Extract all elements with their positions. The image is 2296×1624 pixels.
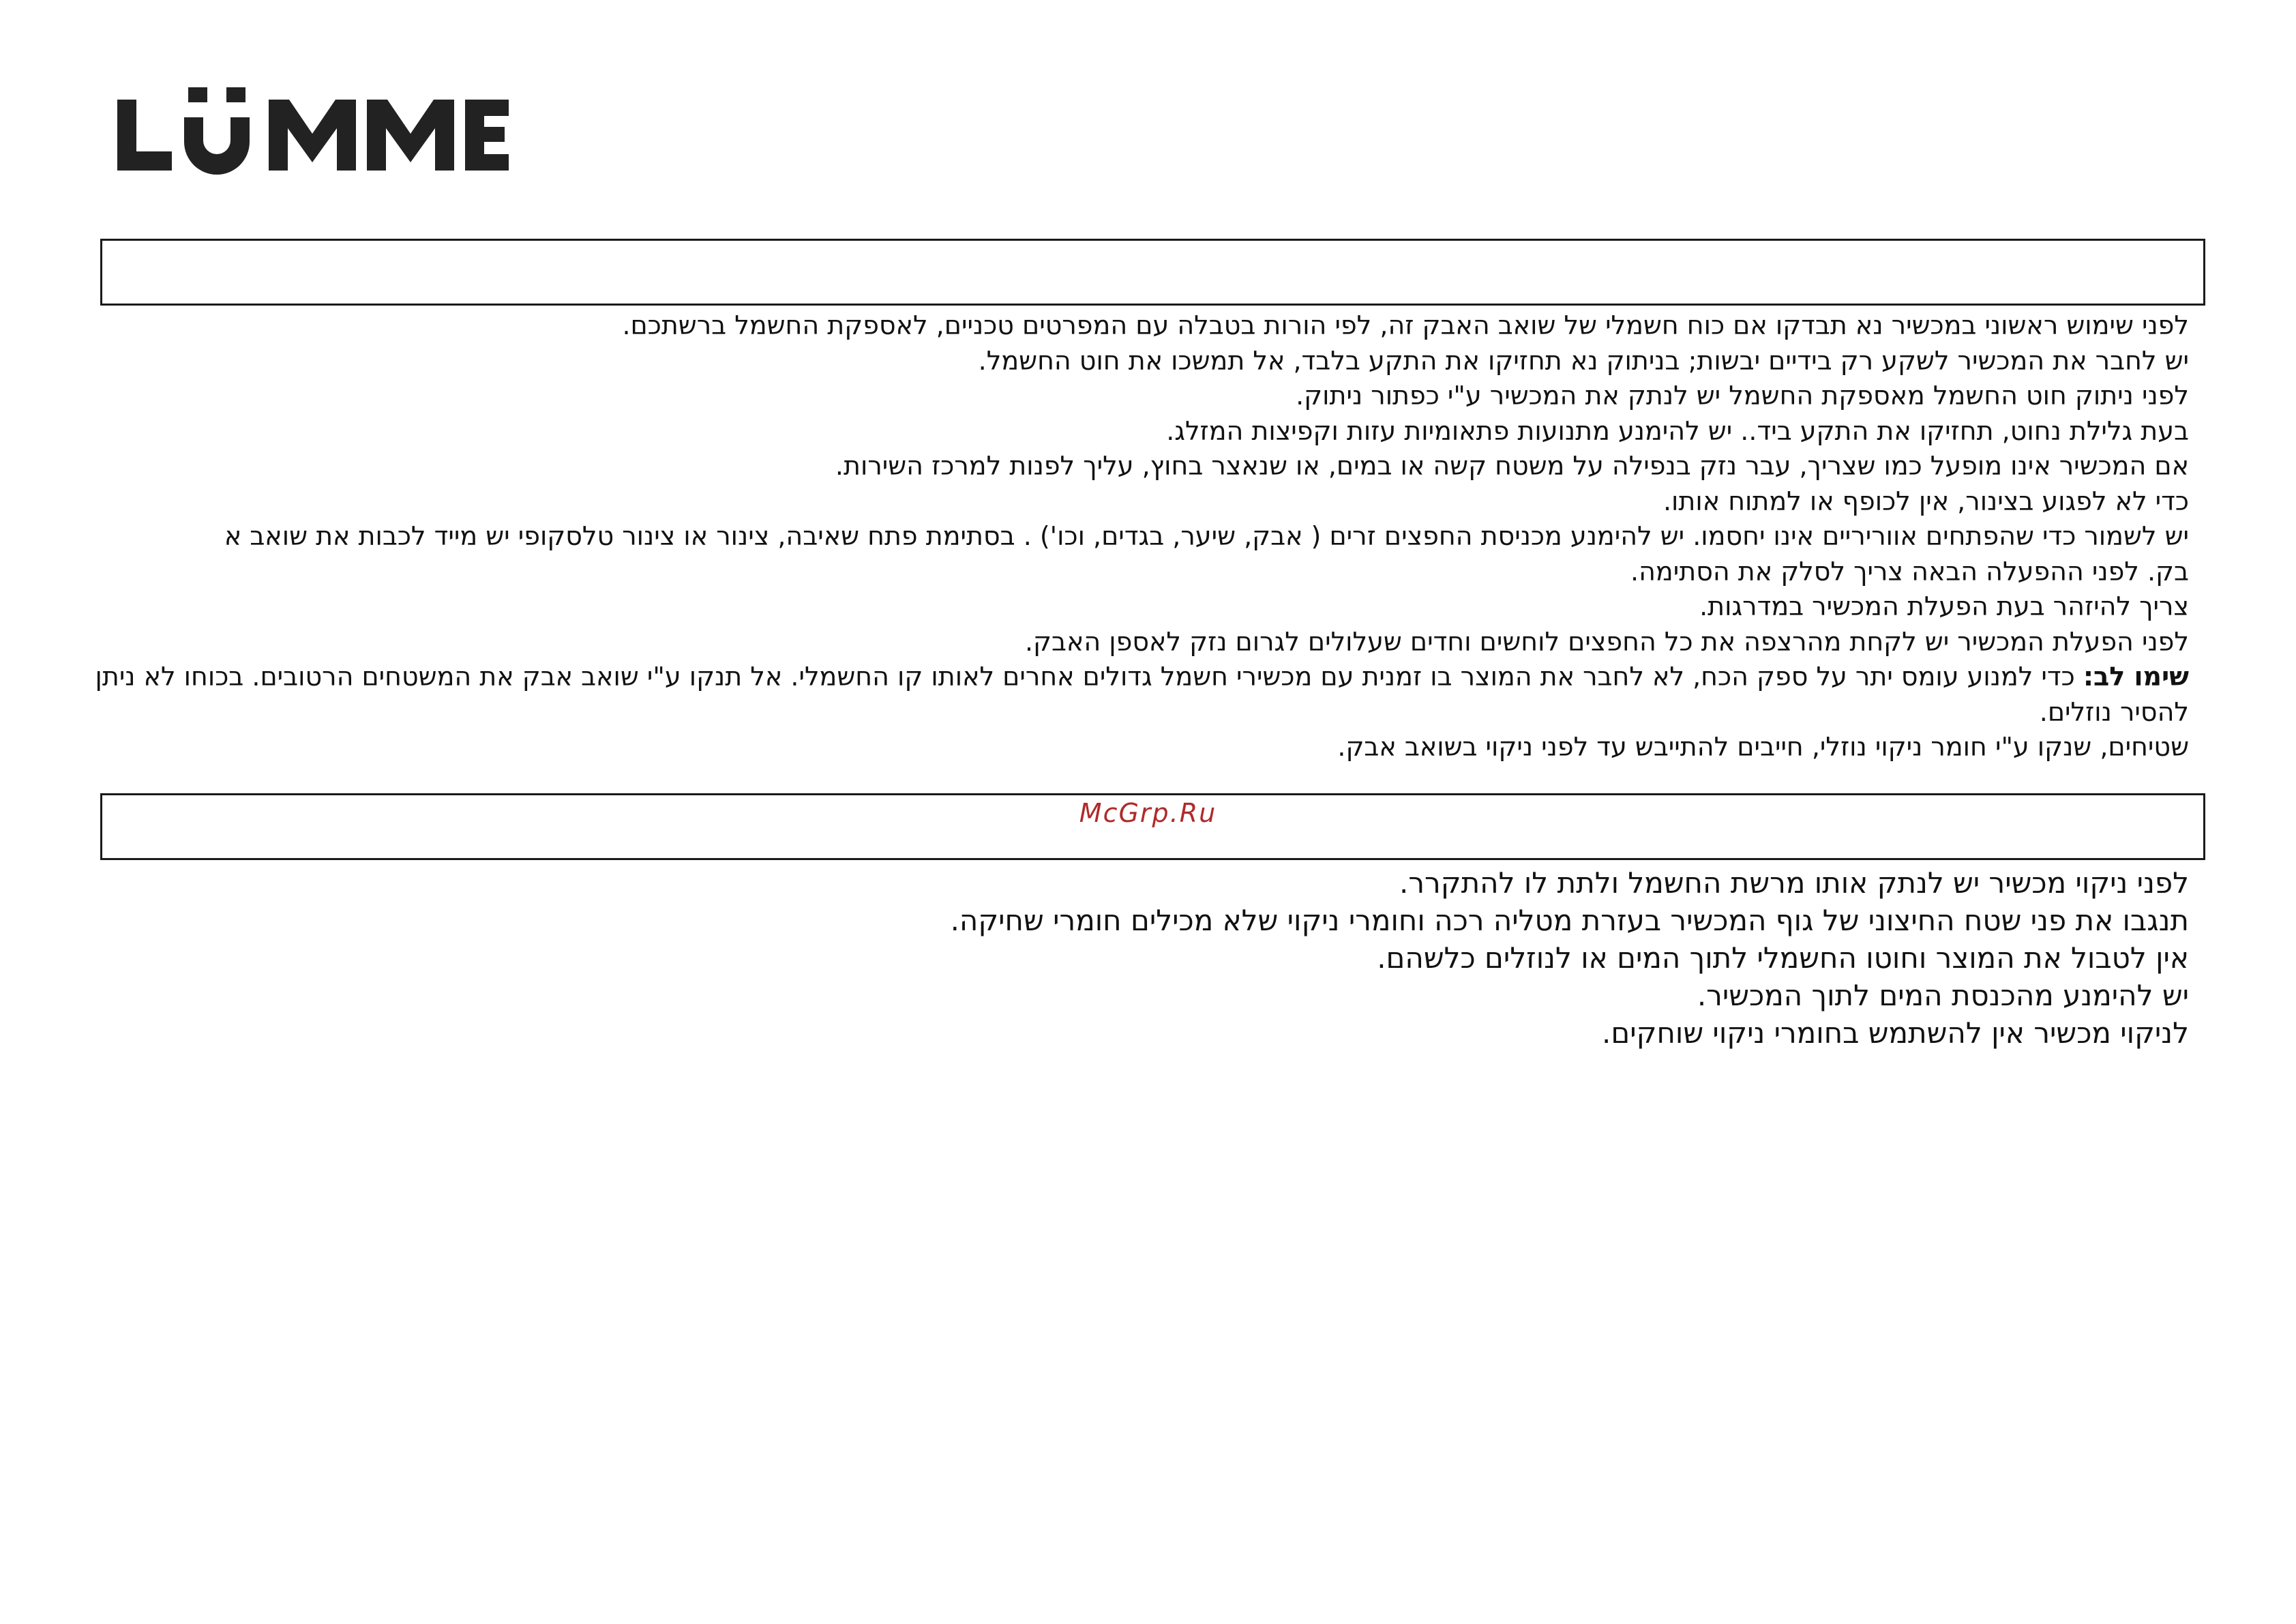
safety-line: לפני הפעלת המכשיר יש לקחת מהרצפה את כל החפצים לוחשים וחדים שעלולים לגרום נזק לאספן האבק. — [1024, 626, 2189, 657]
safety-note — [95, 660, 2189, 695]
lumme-logo — [113, 87, 509, 176]
cleaning-line: אין לטבול את המוצר וחוטו החשמלי לתוך המים או לנוזלים כלשהם. — [1377, 941, 2189, 975]
note-text: כדי למנוע עומס יתר על ספק הכח, לא לחבר את המוצר בו זמנית עם מכשירי חשמל גדולים אחרים לאותו קו החשמלי. אל תנקו ע"י שואב אבק את המשטחים הרטובים. בכוחו לא ניתן — [95, 662, 2083, 692]
safety-line: כדי לא לפגוע בצינור, אין לכופף או למתוח אותו. — [1663, 486, 2189, 516]
cleaning-line: לפני ניקוי מכשיר יש לנתק אותו מרשת החשמל ולתת לו להתקרר. — [1399, 866, 2189, 900]
cleaning-line: יש להימנע מהכנסת המים לתוך המכשיר. — [1697, 979, 2189, 1012]
section-header-box — [100, 239, 2205, 306]
safety-instructions — [95, 308, 2189, 765]
safety-line: לפני שימוש ראשוני במכשיר נא תבדקו אם כוח חשמלי של שואב האבק זה, לפי הורות בטבלה עם המפרטים טכניים, לאספקת החשמל ברשתכם. — [622, 310, 2189, 340]
safety-line: בעת גלילת נחוט, תחזיקו את התקע ביד.. יש להימנע מתנועות פתאומיות עזות וקפיצות המזלג. — [1166, 415, 2189, 446]
safety-line: יש לחבר את המכשיר לשקע רק בידיים יבשות; בניתוק נא תחזיקו את התקע בלבד, אל תמשכו את חוט החשמל. — [978, 345, 2189, 376]
watermark: McGrp.Ru — [1079, 798, 1217, 828]
safety-line: יש לשמור כדי שהפתחים אווריריים אינו יחסמו. יש להימנע מכניסת החפצים זרים ( אבק, שיער, בגדים, וכו') . בסתימת פתח שאיבה, צינור או צינור טלסקופי יש מייד לכבות את שואב א — [224, 521, 2189, 551]
safety-line: צריך להיזהר בעת הפעלת המכשיר במדרגות. — [1699, 591, 2189, 621]
cleaning-instructions — [951, 864, 2189, 1052]
note-label: שימו לב: — [2083, 662, 2189, 692]
safety-line: שטיחים, שנקו ע"י חומר ניקוי נוזלי, חייבים להתייבש עד לפני ניקוי בשואב אבק. — [1337, 732, 2189, 762]
safety-line: לפני ניתוק חוט החשמל מאספקת החשמל יש לנתק את המכשיר ע"י כפתור ניתוק. — [1296, 381, 2189, 411]
safety-line: בק. לפני ההפעלה הבאה צריך לסלק את הסתימה. — [1630, 556, 2189, 587]
safety-line: אם המכשיר אינו מופעל כמו שצריך, עבר נזק בנפילה על משטח קשה או במים, או שנאצר בחוץ, עליך לפנות למרכז השירות. — [835, 451, 2189, 481]
safety-note-continued: להסיר נוזלים. — [2039, 696, 2189, 727]
cleaning-line: תנגבו את פני שטח החיצוני של גוף המכשיר בעזרת מטליה רכה וחומרי ניקוי שלא מכילים חומרי שחיקה. — [950, 904, 2189, 937]
cleaning-line: לניקוי מכשיר אין להשתמש בחומרי ניקוי שוחקים. — [1602, 1016, 2189, 1050]
